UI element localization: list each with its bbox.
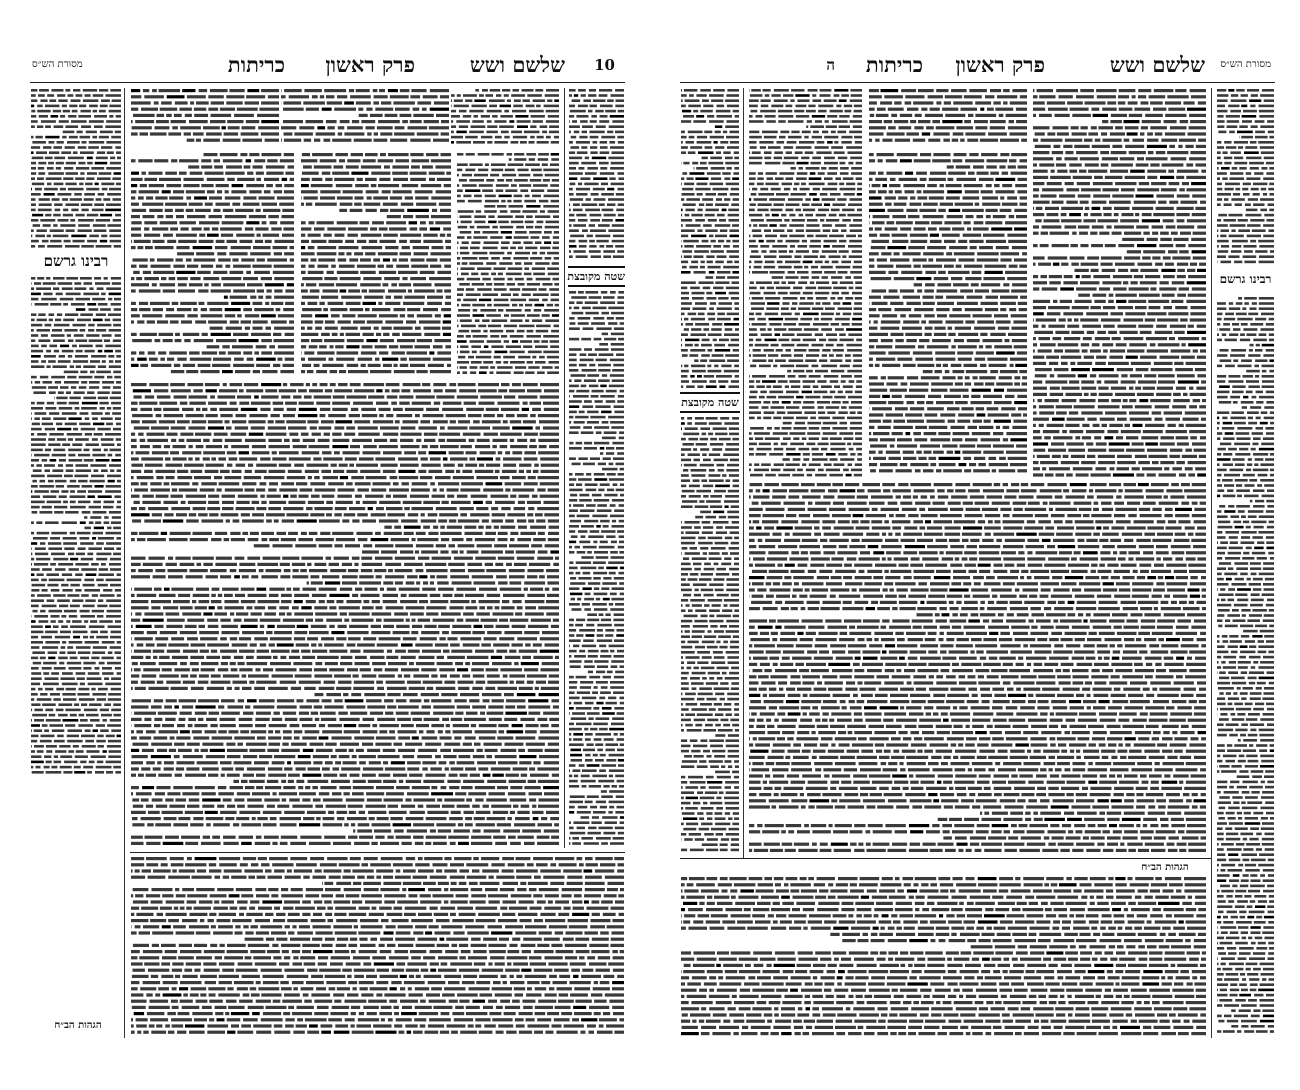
column-divider	[1211, 88, 1212, 1038]
margin-text-block	[30, 88, 122, 248]
margin-heading-shita-mekubetzet: שטה מקובצת	[568, 266, 625, 287]
footer-label: הגהות הב״ח	[54, 1020, 102, 1031]
margin-text-block	[568, 290, 625, 848]
header-title-middle: פרק ראשון	[325, 52, 415, 77]
margin-text-block	[680, 88, 740, 388]
header-title-right: שלשם ושש	[469, 52, 565, 77]
right-page	[680, 40, 1275, 1040]
header-title-left: כריתות	[227, 52, 285, 77]
commentary-block	[450, 88, 560, 148]
header-title-middle: פרק ראשון	[955, 52, 1045, 77]
footnote-text-block	[680, 876, 1207, 1038]
tosafot-block	[130, 152, 295, 378]
commentary-block	[280, 88, 450, 148]
main-text-block	[300, 152, 452, 378]
page-number: ה	[826, 56, 835, 74]
header-rule	[680, 82, 1275, 83]
margin-text-block	[568, 88, 625, 260]
tosafot-block	[748, 88, 863, 478]
header-corner-label: מסורת הש״ס	[1220, 59, 1271, 70]
column-divider	[124, 88, 125, 1038]
main-wide-text-block	[130, 382, 560, 848]
main-wide-text-block	[748, 482, 1207, 854]
margin-text-block	[680, 416, 740, 856]
margin-text-block	[30, 276, 122, 776]
column-divider	[743, 88, 744, 858]
margin-heading-rabbeinu-gershom: רבינו גרשם	[43, 252, 109, 270]
header-title-right: שלשם ושש	[1109, 52, 1205, 77]
header-corner-label: מסורת הש״ס	[32, 59, 83, 70]
commentary-block	[130, 88, 280, 148]
left-page	[30, 40, 625, 1040]
header-title-left: כריתות	[865, 52, 923, 77]
footer-rule	[680, 858, 1211, 859]
margin-text-block	[1216, 296, 1275, 1036]
footnote-text-block	[130, 856, 625, 1038]
main-text-block	[868, 152, 1028, 478]
margin-heading-shita-mekubetzet: שטה מקובצת	[680, 392, 740, 413]
commentary-block	[868, 88, 1028, 148]
page-number: 10	[594, 56, 615, 74]
left-page-header	[30, 50, 625, 84]
rashi-block	[456, 152, 560, 378]
footer-label: הגהות הב״ח	[1141, 862, 1189, 873]
margin-text-block	[1216, 88, 1275, 268]
footer-rule	[130, 852, 625, 853]
right-page-header	[680, 50, 1275, 84]
margin-heading-rabbeinu-gershom: רבינו גרשם	[1219, 272, 1272, 286]
header-rule	[30, 82, 625, 83]
column-divider	[564, 88, 565, 848]
rashi-block	[1032, 88, 1207, 478]
